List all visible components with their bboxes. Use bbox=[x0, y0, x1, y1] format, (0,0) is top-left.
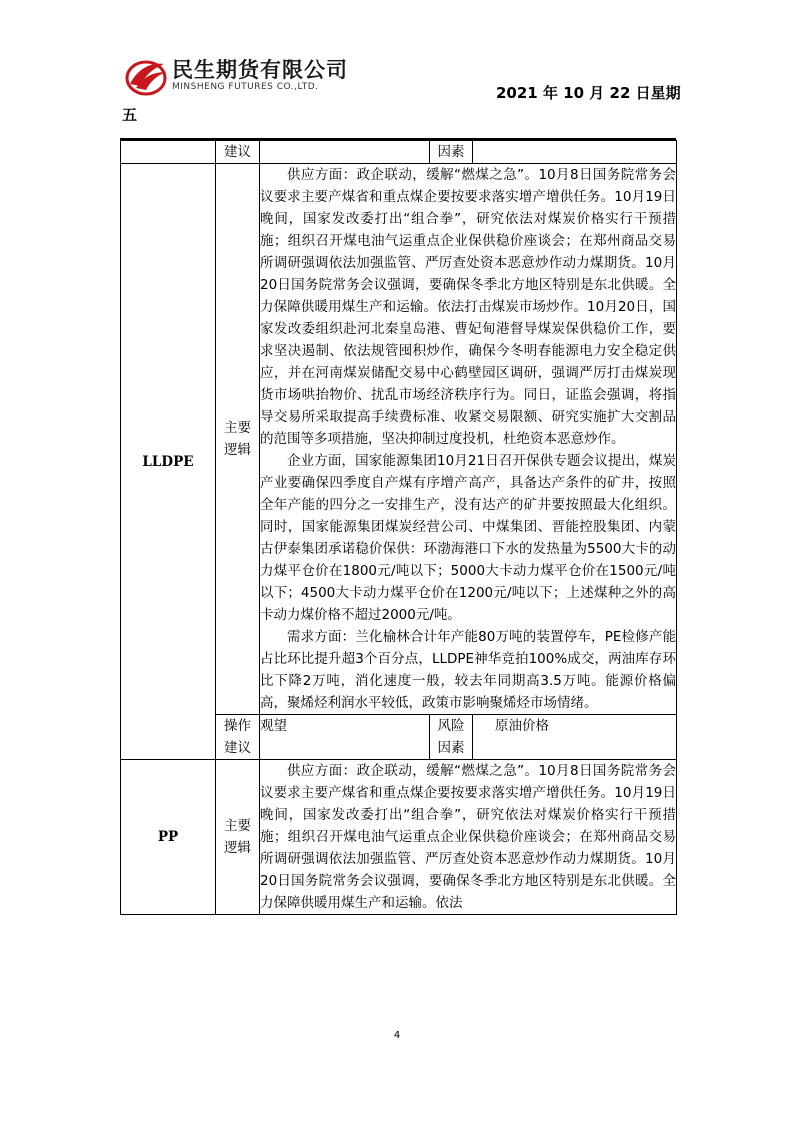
risk-value: 原油价格 bbox=[473, 715, 677, 760]
table-row bbox=[121, 760, 677, 915]
strategy-table bbox=[120, 140, 677, 915]
company-name-cn: 民生期货有限公司 bbox=[172, 58, 348, 82]
empty-cell bbox=[121, 141, 216, 164]
pp-logic-text bbox=[260, 760, 677, 915]
table-row bbox=[121, 141, 677, 164]
company-name-en: MINSHENG FUTURES CO.,LTD. bbox=[172, 82, 319, 92]
logic-label bbox=[216, 164, 260, 715]
lldpe-logic-text bbox=[260, 164, 677, 715]
product-lldpe: LLDPE bbox=[121, 164, 216, 760]
paragraph: 需求方面：兰化榆林合计年产能80万吨的装置停车，PE检修产能占比环比提升超3个百分点，LLDPE神华竞拍100%成交，两油库存环比下降2万吨，消化速度一般，较去年同期高3.5万吨。能源价格偏高，聚烯烃利润水平较低，政策市影响聚烯烃市场情绪。 bbox=[260, 629, 676, 711]
company-logo bbox=[124, 52, 364, 100]
page-number: 4 bbox=[393, 1030, 401, 1041]
op-label-text: 操作 建议 bbox=[224, 718, 251, 756]
paragraph: 企业方面，国家能源集团10月21日召开保供专题会议提出，煤炭产业要确保四季度自产煤有序增产高产，具备达产条件的矿井，按照全年产能的四分之一安排生产，没有达产的矿井要按照最大化组织。同时，国家能源集团煤炭经营公司、中煤集团、晋能控股集团、内蒙古伊泰集团承诺稳价保供：环渤海港口下水的发热量为5500大卡的动力煤平仓价在1800元/吨以下；5000大卡动力煤平仓价在1500元/吨以下；4500大卡动力煤平仓价在1200元/吨以下；上述煤种之外的高卡动力煤价格不超过2000元/吨。 bbox=[260, 453, 676, 623]
op-label bbox=[216, 715, 260, 760]
op-value: 观望 bbox=[260, 715, 430, 760]
paragraph: 供应方面：政企联动，缓解“燃煤之急”。10月8日国务院常务会议要求主要产煤省和重点煤企要按要求落实增产增供任务。10月19日晚间，国家发改委打出“组合拳”，研究依法对煤炭价格实行干预措施；组织召开煤电油气运重点企业保供稳价座谈会；在郑州商品交易所调研强调依法加强监管、严厉查处资本恶意炒作动力煤期货。10月20日国务院常务会议强调，要确保冬季北方地区特别是东北供暖。全力保障供暖用煤生产和运输。依法打击煤炭市场炒作。10月20日，国家发改委组织赴河北秦皇岛港、曹妃甸港督导煤炭保供稳价工作，要求坚决遏制、依法规管囤积炒作，确保今冬明春能源电力安全稳定供应，并在河南煤炭储配交易中心鹤壁园区调研，强调严厉打击煤炭现货市场哄抬物价、扰乱市场经济秩序行为。同日，证监会强调，将指导交易所采取提高手续费标准、收紧交易限额、研究实施扩大交割品的范围等多项措施，坚决抑制过度投机，杜绝资本恶意炒作。 bbox=[260, 167, 676, 447]
report-date: 2021 年 10 月 22 日星期 bbox=[496, 84, 681, 102]
risk-label-text: 风险 因素 bbox=[437, 718, 465, 756]
report-date-weekday: 五 bbox=[122, 106, 138, 124]
logic-label bbox=[216, 760, 260, 915]
product-pp: PP bbox=[121, 760, 216, 915]
logic-label-text: 主要 逻辑 bbox=[224, 420, 251, 458]
risk-label bbox=[430, 715, 473, 760]
logic-label-text: 主要 逻辑 bbox=[224, 818, 251, 856]
minsheng-logo-icon bbox=[124, 54, 168, 98]
advice-label: 建议 bbox=[216, 141, 260, 164]
paragraph: 供应方面：政企联动，缓解“燃煤之急”。10月8日国务院常务会议要求主要产煤省和重点煤企要按要求落实增产增供任务。10月19日晚间，国家发改委打出“组合拳”，研究依法对煤炭价格实行干预措施；组织召开煤电油气运重点企业保供稳价座谈会；在郑州商品交易所调研强调依法加强监管、严厉查处资本恶意炒作动力煤期货。10月20日国务院常务会议强调，要确保冬季北方地区特别是东北供暖。全力保障供暖用煤生产和运输。依法 bbox=[260, 763, 676, 911]
advice-value bbox=[260, 141, 430, 164]
table-row bbox=[121, 164, 677, 715]
factor-value bbox=[473, 141, 677, 164]
factor-label: 因素 bbox=[430, 141, 473, 164]
